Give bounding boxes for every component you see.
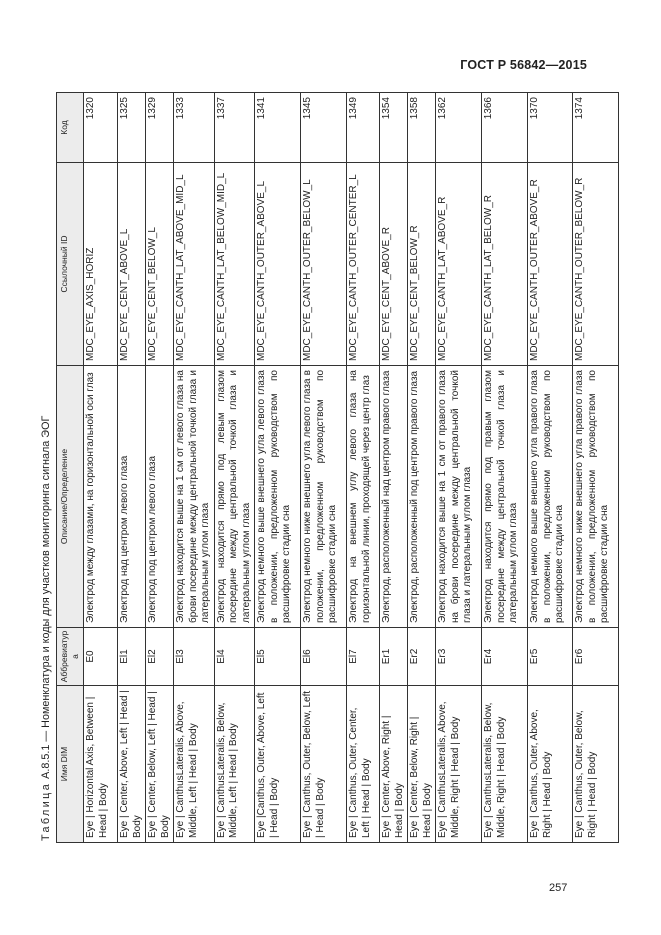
reference-id-cell: MDC_EYE_CANTH_LAT_ABOVE_MID_L (174, 163, 215, 366)
table-row (255, 93, 301, 843)
abbreviation-cell: El4 (214, 628, 255, 686)
abbreviation-cell: Er6 (573, 628, 619, 686)
reference-id-cell: MDC_EYE_CANTH_LAT_BELOW_R (482, 163, 528, 366)
table-row (436, 93, 482, 843)
dim-name-cell: Eye | Center, Below, Right | Head | Body (408, 686, 436, 843)
code-cell: 1358 (408, 93, 436, 163)
eog-nomenclature-table (56, 92, 619, 843)
code-cell: 1349 (347, 93, 380, 163)
caption-text: А.8.5.1 — Номенклатура и коды для участков мониторинга сигнала ЭОГ (40, 415, 52, 779)
abbreviation-cell: E0 (84, 628, 118, 686)
description-cell: Электрод между глазами, на горизонтальной оси глаз (84, 366, 118, 628)
column-header: Ссылочный ID (57, 163, 84, 366)
reference-id-cell: MDC_EYE_CANTH_OUTER_ABOVE_R (528, 163, 573, 366)
code-cell: 1354 (380, 93, 408, 163)
table-row (573, 93, 619, 843)
page-number: 257 (549, 882, 568, 894)
reference-id-cell: MDC_EYE_CENT_BELOW_R (408, 163, 436, 366)
caption-prefix: Таблица (40, 781, 52, 841)
table-row (174, 93, 215, 843)
abbreviation-cell: Er3 (436, 628, 482, 686)
abbreviation-cell: El5 (255, 628, 301, 686)
dim-name-cell: Eye | CanthusLateralis, Below, Middle, Right | Head | Body (482, 686, 528, 843)
description-cell: Электрод немного выше внешнего угла левого глаза в положении, предложенном руководством по расшифровке стадии сна (255, 366, 301, 628)
dim-name-cell: Eye |Canthus, Outer, Above, Left | Head | Body (255, 686, 301, 843)
abbreviation-cell: El1 (118, 628, 146, 686)
dim-name-cell: Eye | CanthusLateralis, Above, Middle, Right | Head | Body (436, 686, 482, 843)
table-row (528, 93, 573, 843)
dim-name-cell: Eye | Canthus, Outer, Below, Left | Head | Body (301, 686, 347, 843)
description-cell: Электрод, расположенный над центром правого глаза (380, 366, 408, 628)
description-cell: Электрод над центром левого глаза (118, 366, 146, 628)
column-header: Имя DIM (57, 686, 84, 843)
description-cell: Электрод находится прямо под левым глазом посередине между центральной точкой глаза и латеральным углом глаза (214, 366, 255, 628)
dim-name-cell: Eye | Horizontal Axis, Between | Head | Body (84, 686, 118, 843)
code-cell: 1374 (573, 93, 619, 163)
dim-name-cell: Eye | CanthusLateralis, Below, Middle, Left | Head | Body (214, 686, 255, 843)
table-row (301, 93, 347, 843)
description-cell: Электрод немного ниже внешнего угла правого глаза в положении, предложенном руководством по расшифровке стадии сна (573, 366, 619, 628)
abbreviation-cell: El7 (347, 628, 380, 686)
dim-name-cell: Eye | Center, Above, Right | Head | Body (380, 686, 408, 843)
code-cell: 1325 (118, 93, 146, 163)
column-header: Код (57, 93, 84, 163)
rotated-table-block (39, 93, 639, 843)
column-header: Аббревиатура (57, 628, 84, 686)
code-cell: 1320 (84, 93, 118, 163)
reference-id-cell: MDC_EYE_CANTH_LAT_ABOVE_R (436, 163, 482, 366)
abbreviation-cell: Er1 (380, 628, 408, 686)
table-row (482, 93, 528, 843)
reference-id-cell: MDC_EYE_CENT_ABOVE_R (380, 163, 408, 366)
table-row (146, 93, 174, 843)
description-cell: Электрод немного ниже внешнего угла левого глаза в положении, предложенном руководством по расшифровке стадии сна (301, 366, 347, 628)
abbreviation-cell: Er2 (408, 628, 436, 686)
standard-header: ГОСТ Р 56842—2015 (460, 58, 587, 72)
reference-id-cell: MDC_EYE_CANTH_LAT_BELOW_MID_L (214, 163, 255, 366)
code-cell: 1362 (436, 93, 482, 163)
reference-id-cell: MDC_EYE_CENT_BELOW_L (146, 163, 174, 366)
code-cell: 1341 (255, 93, 301, 163)
code-cell: 1333 (174, 93, 215, 163)
dim-name-cell: Eye | Canthus, Outer, Center, Left | Head | Body (347, 686, 380, 843)
code-cell: 1337 (214, 93, 255, 163)
abbreviation-cell: Er4 (482, 628, 528, 686)
abbreviation-cell: El6 (301, 628, 347, 686)
reference-id-cell: MDC_EYE_CANTH_OUTER_BELOW_R (573, 163, 619, 366)
description-cell: Электрод находится прямо под правым глазом посередине между центральной точкой глаза и латеральным углом глаза (482, 366, 528, 628)
dim-name-cell: Eye | Canthus, Outer, Below, Right | Head | Body (573, 686, 619, 843)
abbreviation-cell: El3 (174, 628, 215, 686)
reference-id-cell: MDC_EYE_CANTH_OUTER_BELOW_L (301, 163, 347, 366)
description-cell: Электрод на внешнем углу левого глаза на горизонтальной линии, проходящей через центр глаз (347, 366, 380, 628)
table-row (380, 93, 408, 843)
description-cell: Электрод немного выше внешнего угла правого глаза в положении, предложенном руководством по расшифровке стадии сна (528, 366, 573, 628)
description-cell: Электрод под центром левого глаза (146, 366, 174, 628)
abbreviation-cell: El2 (146, 628, 174, 686)
table-row (118, 93, 146, 843)
reference-id-cell: MDC_EYE_AXIS_HORIZ (84, 163, 118, 366)
abbreviation-cell: Er5 (528, 628, 573, 686)
dim-name-cell: Eye | Center, Below, Left | Head | Body (146, 686, 174, 843)
reference-id-cell: MDC_EYE_CENT_ABOVE_L (118, 163, 146, 366)
table-header-row (57, 93, 84, 843)
description-cell: Электрод, расположенный под центром правого глаза (408, 366, 436, 628)
code-cell: 1366 (482, 93, 528, 163)
dim-name-cell: Eye | Center, Above, Left | Head | Body (118, 686, 146, 843)
table-row (408, 93, 436, 843)
code-cell: 1370 (528, 93, 573, 163)
reference-id-cell: MDC_EYE_CANTH_OUTER_CENTER_L (347, 163, 380, 366)
table-row (347, 93, 380, 843)
code-cell: 1345 (301, 93, 347, 163)
table-caption (39, 93, 56, 843)
table-row (84, 93, 118, 843)
description-cell: Электрод находится выше на 1 см от левого глаза на брови посередине между центральной точкой глаза и латеральным углом глаза (174, 366, 215, 628)
code-cell: 1329 (146, 93, 174, 163)
dim-name-cell: Eye | Canthus, Outer, Above, Right | Head | Body (528, 686, 573, 843)
reference-id-cell: MDC_EYE_CANTH_OUTER_ABOVE_L (255, 163, 301, 366)
table-row (214, 93, 255, 843)
dim-name-cell: Eye | CanthusLateralis, Above, Middle, Left | Head | Body (174, 686, 215, 843)
description-cell: Электрод находится выше на 1 см от правого глаза на брови посередине между центральной точкой глаза и латеральным углом глаза (436, 366, 482, 628)
column-header: Описание/Определение (57, 366, 84, 628)
